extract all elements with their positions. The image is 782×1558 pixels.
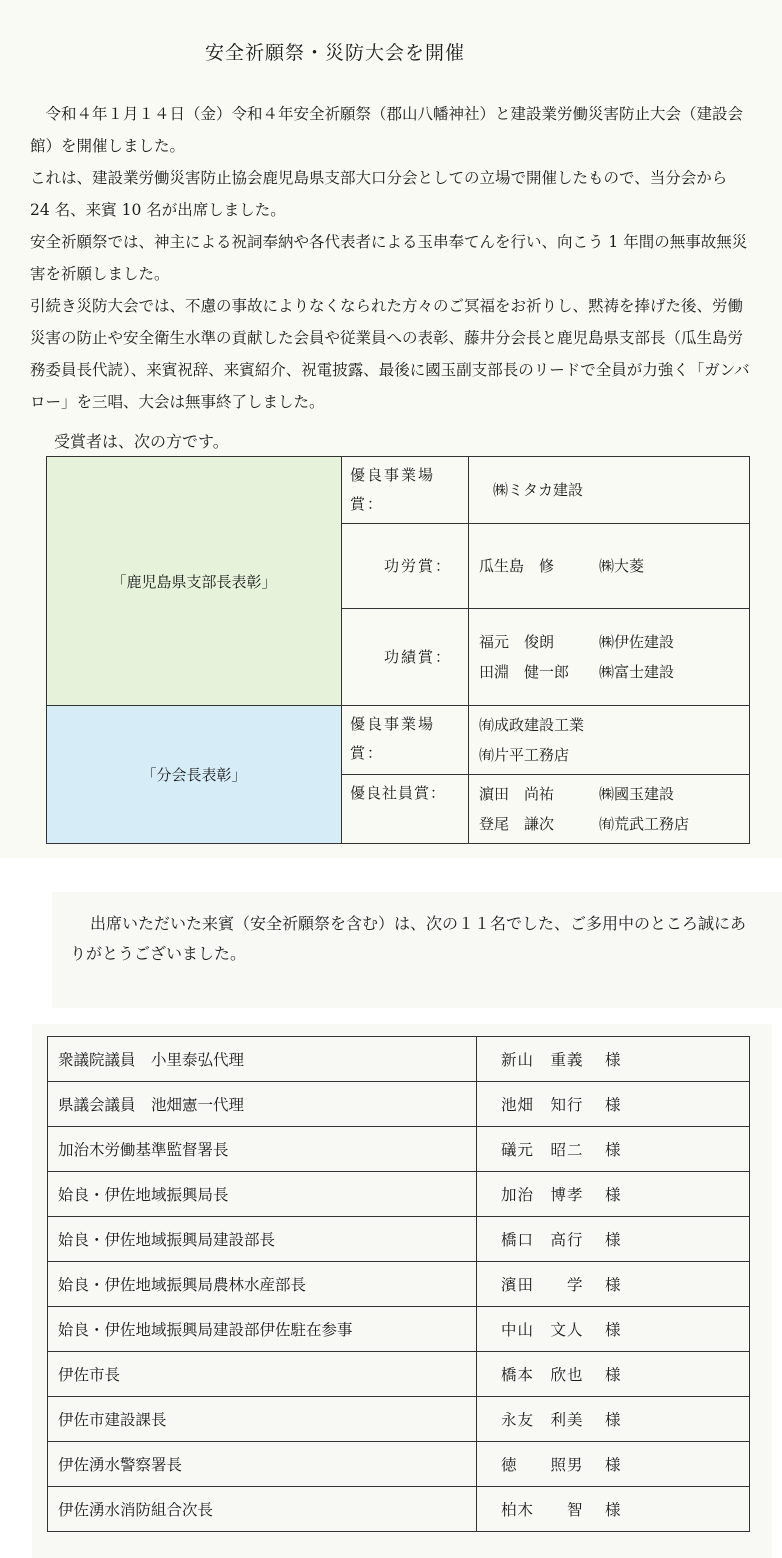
guest-name: 新山 重義 — [501, 1051, 584, 1069]
guest-role: 伊佐湧水消防組合次長 — [48, 1487, 477, 1532]
guest-name: 中山 文人 — [501, 1321, 584, 1339]
guest-name: 橋口 高行 — [501, 1231, 584, 1249]
guest-name: 加治 博孝 — [501, 1186, 584, 1204]
guest-name-cell — [477, 1037, 750, 1082]
guest-role: 伊佐市建設課長 — [48, 1397, 477, 1442]
guest-honorific: 様 — [605, 1501, 622, 1519]
guest-row — [48, 1217, 750, 1262]
guest-role: 県議会議員 池畑憲一代理 — [48, 1082, 477, 1127]
award-winner: ㈲成政建設工業 ㈲片平工務店 — [469, 706, 750, 775]
award-category: 「鹿児島県支部長表彰」 — [47, 457, 342, 706]
guest-honorific: 様 — [605, 1276, 622, 1294]
award-winner: 瓜生島 修 ㈱大菱 — [469, 524, 750, 609]
award-prize: 功績賞： — [342, 609, 469, 706]
guests-intro-box — [52, 892, 782, 1008]
award-winner: ㈱ミタカ建設 — [469, 457, 750, 524]
paragraph: 引続き災防大会では、不慮の事故によりなくなられた方々のご冥福をお祈りし、黙祷を捧げた後、労働災害の防止や安全衛生水準の貢献した会員や従業員への表彰、藤井分会長と鹿児島県支部長（瓜生島労務委員長代読）、来賓祝辞、来賓紹介、祝電披露、最後に國玉副支部長のリードで全員が力強く「ガンバロー」を三唱、大会は無事終了しました。 — [30, 297, 750, 411]
guest-honorific: 様 — [605, 1366, 622, 1384]
guest-honorific: 様 — [605, 1141, 622, 1159]
guest-name-cell — [477, 1397, 750, 1442]
guest-role: 姶良・伊佐地域振興局建設部長 — [48, 1217, 477, 1262]
guest-name: 橋本 欣也 — [501, 1366, 584, 1384]
guest-role: 姶良・伊佐地域振興局建設部伊佐駐在参事 — [48, 1307, 477, 1352]
guest-name: 濱田 学 — [501, 1276, 584, 1294]
award-prize: 優良事業場賞： — [342, 457, 469, 524]
guest-name-cell — [477, 1262, 750, 1307]
guest-name-cell — [477, 1217, 750, 1262]
award-winner: 福元 俊朗 ㈱伊佐建設 田淵 健一郎 ㈱富士建設 — [469, 609, 750, 706]
guest-name-cell — [477, 1082, 750, 1127]
guests-table — [47, 1036, 750, 1532]
guest-honorific: 様 — [605, 1321, 622, 1339]
guest-role: 加治木労働基準監督署長 — [48, 1127, 477, 1172]
paragraph: 令和４年１月１４日（金）令和４年安全祈願祭（郡山八幡神社）と建設業労働災害防止大会（建設会館）を開催しました。 — [30, 105, 744, 155]
award-winner: 濵田 尚祐 ㈱國玉建設 登尾 謙次 ㈲荒武工務店 — [469, 775, 750, 844]
page-title: 安全祈願祭・災防大会を開催 — [204, 42, 465, 64]
guest-role: 姶良・伊佐地域振興局長 — [48, 1172, 477, 1217]
guest-name-cell — [477, 1487, 750, 1532]
guest-row — [48, 1172, 750, 1217]
guest-name-cell — [477, 1172, 750, 1217]
award-row — [47, 706, 750, 775]
guest-row — [48, 1037, 750, 1082]
guest-honorific: 様 — [605, 1096, 622, 1114]
guest-name: 徳 照男 — [501, 1456, 584, 1474]
guest-row — [48, 1487, 750, 1532]
guest-row — [48, 1397, 750, 1442]
guest-row — [48, 1262, 750, 1307]
guest-role: 姶良・伊佐地域振興局農林水産部長 — [48, 1262, 477, 1307]
guest-name: 永友 利美 — [501, 1411, 584, 1429]
guest-name-cell — [477, 1127, 750, 1172]
awards-intro: 受賞者は、次の方です。 — [54, 432, 229, 451]
paragraph: 安全祈願祭では、神主による祝詞奉納や各代表者による玉串奉てんを行い、向こう 1 年間の無事故無災害を祈願しました。 — [30, 233, 748, 283]
award-prize: 優良事業場賞： — [342, 706, 469, 775]
guests-intro: 出席いただいた来賓（安全祈願祭を含む）は、次の１１名でした、ご多用中のところ誠にありがとうございました。 — [70, 914, 747, 963]
guest-honorific: 様 — [605, 1051, 622, 1069]
award-row — [47, 457, 750, 524]
guest-row — [48, 1127, 750, 1172]
guest-role: 衆議院議員 小里泰弘代理 — [48, 1037, 477, 1082]
report-body — [30, 98, 750, 418]
guest-row — [48, 1352, 750, 1397]
guest-name: 池畑 知行 — [501, 1096, 584, 1114]
guest-honorific: 様 — [605, 1186, 622, 1204]
award-category: 「分会長表彰」 — [47, 706, 342, 844]
awards-table — [46, 456, 750, 844]
guest-honorific: 様 — [605, 1456, 622, 1474]
guest-name-cell — [477, 1352, 750, 1397]
guest-honorific: 様 — [605, 1411, 622, 1429]
guest-name: 柏木 智 — [501, 1501, 584, 1519]
guest-name-cell — [477, 1442, 750, 1487]
guest-role: 伊佐湧水警察署長 — [48, 1442, 477, 1487]
guest-name-cell — [477, 1307, 750, 1352]
award-prize: 功労賞： — [342, 524, 469, 609]
award-prize: 優良社員賞： — [342, 775, 469, 844]
guest-role: 伊佐市長 — [48, 1352, 477, 1397]
guest-row — [48, 1442, 750, 1487]
guest-name: 礒元 昭二 — [501, 1141, 584, 1159]
guest-row — [48, 1082, 750, 1127]
paragraph: これは、建設業労働災害防止協会鹿児島県支部大口分会としての立場で開催したもので、当分会から 24 名、来賓 10 名が出席しました。 — [30, 169, 728, 219]
guest-honorific: 様 — [605, 1231, 622, 1249]
guest-row — [48, 1307, 750, 1352]
